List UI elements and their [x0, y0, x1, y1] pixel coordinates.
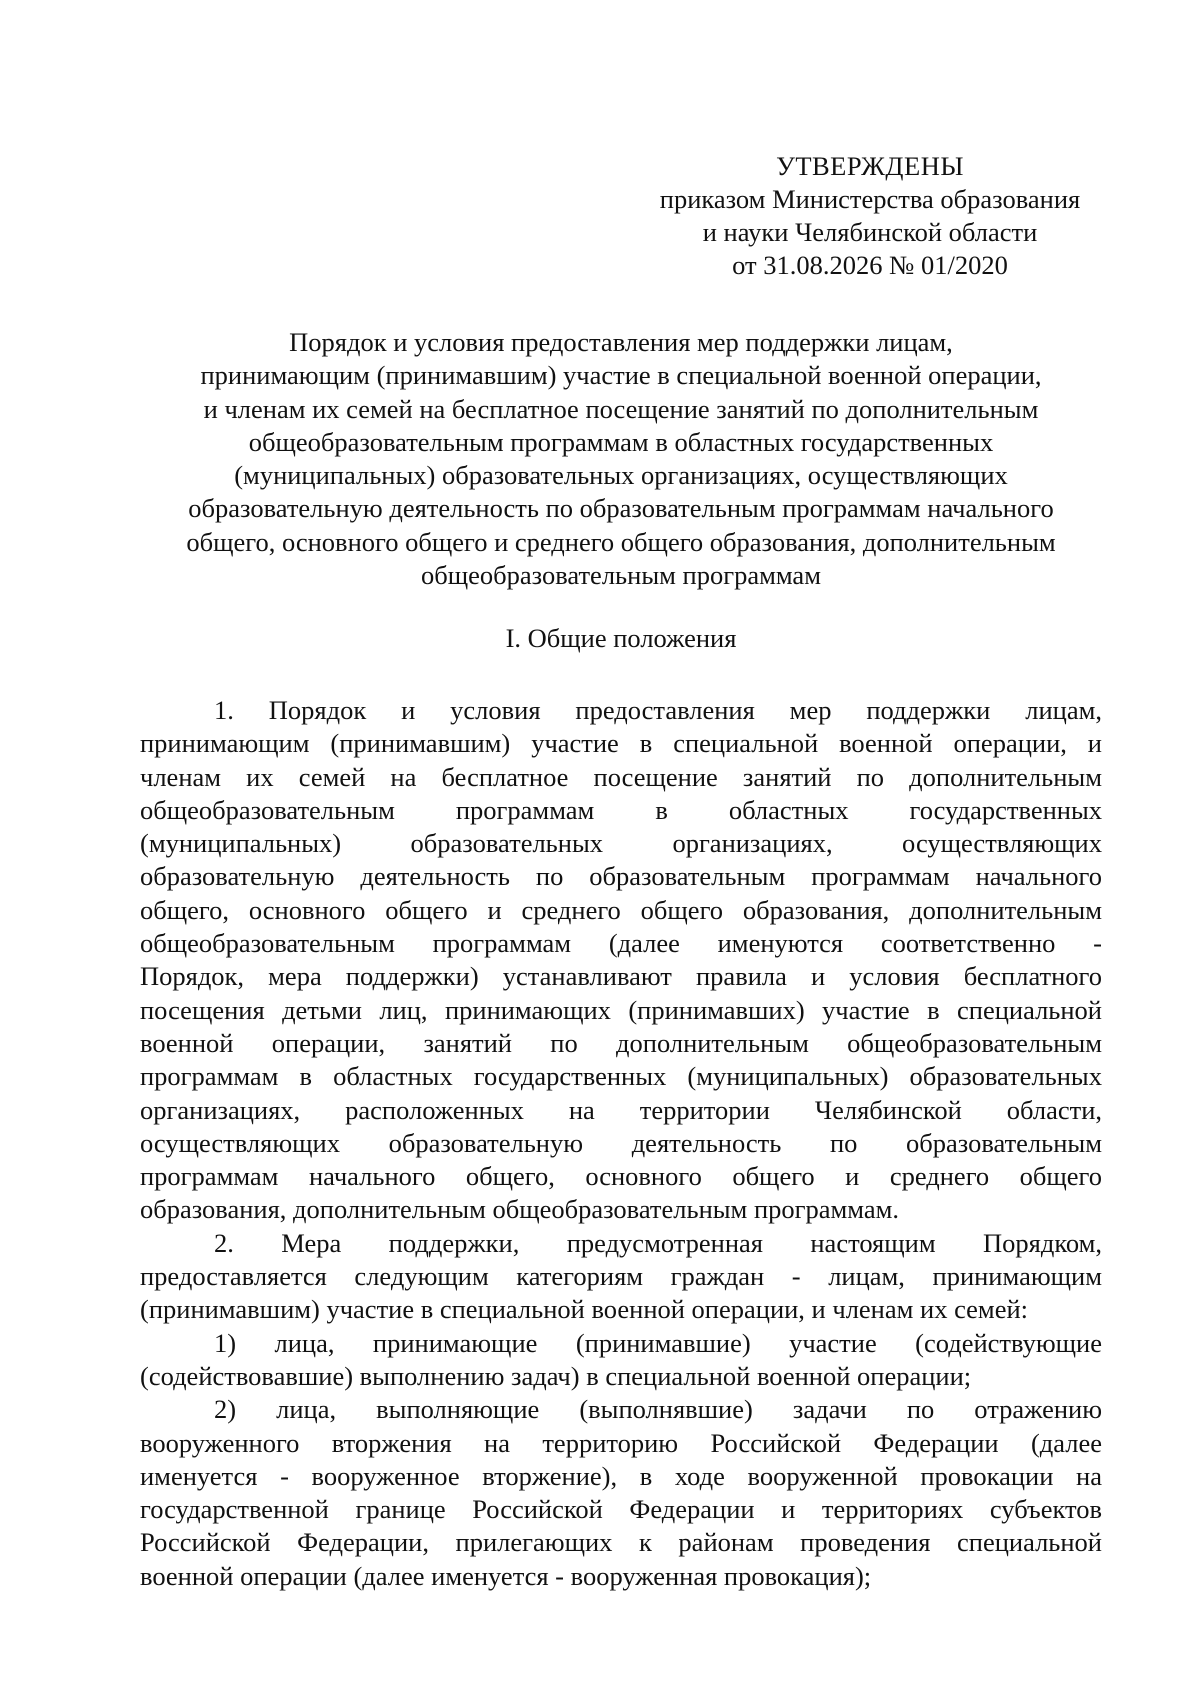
paragraph-2: [140, 1227, 1102, 1327]
approval-date-number: от 31.08.2026 № 01/2020: [732, 250, 1008, 280]
text-line: 1. Порядок и условия предоставления мер поддержки лицам,: [214, 695, 1102, 725]
text-line: Порядок, мера поддержки) устанавливают правила и условия бесплатного: [140, 961, 1102, 992]
text-line: образования, дополнительным общеобразовательным программам.: [140, 1194, 900, 1225]
text-line: (принимавшим) участие в специальной военной операции, и членам их семей:: [140, 1294, 1028, 1325]
text-line: общего, основного общего и среднего общего образования, дополнительным: [140, 894, 1102, 925]
approval-line: приказом Министерства образования: [659, 184, 1081, 214]
document-body: [140, 694, 1102, 1593]
text-line: организациях, расположенных на территории Челябинской области,: [140, 1094, 1102, 1125]
title-line: общеобразовательным программам в областных государственных: [248, 426, 994, 457]
text-line: государственной границе Российской Федерации и территориях субъектов: [140, 1494, 1102, 1525]
approval-heading: УТВЕРЖДЕНЫ: [776, 151, 964, 181]
approval-stamp: [640, 150, 1100, 282]
text-line: общеобразовательным программам в областных государственных: [140, 794, 1102, 825]
title-line: Порядок и условия предоставления мер поддержки лицам,: [289, 327, 953, 357]
text-line: (муниципальных) образовательных организациях, осуществляющих: [140, 828, 1102, 859]
text-line: общеобразовательным программам (далее именуются соответственно -: [140, 928, 1102, 959]
list-item-1: [140, 1327, 1102, 1394]
text-line: именуется - вооруженное вторжение), в ходе вооруженной провокации на: [140, 1460, 1102, 1491]
text-line: осуществляющих образовательную деятельность по образовательным: [140, 1127, 1102, 1158]
title-line: общеобразовательным программам: [421, 560, 821, 591]
document-title: [140, 326, 1102, 592]
text-line: (содействовавшие) выполнению задач) в специальной военной операции;: [140, 1360, 972, 1391]
title-line: принимающим (принимавшим) участие в специальной военной операции,: [200, 360, 1042, 391]
text-line: военной операции (далее именуется - вооруженная провокация);: [140, 1560, 872, 1591]
title-line: и членам их семей на бесплатное посещение занятий по дополнительным: [203, 393, 1039, 424]
text-line: членам их семей на бесплатное посещение занятий по дополнительным: [140, 761, 1102, 792]
list-item-2: [140, 1393, 1102, 1593]
text-line: программам начального общего, основного общего и среднего общего: [140, 1161, 1102, 1192]
text-line: предоставляется следующим категориям граждан - лицам, принимающим: [140, 1261, 1102, 1292]
paragraph-1: [140, 694, 1102, 1227]
text-line: 1) лица, принимающие (принимавшие) участие (содействующие: [214, 1327, 1102, 1358]
text-line: Российской Федерации, прилегающих к районам проведения специальной: [140, 1527, 1102, 1558]
text-line: вооруженного вторжения на территорию Российской Федерации (далее: [140, 1427, 1102, 1458]
text-line: образовательную деятельность по образовательным программам начального: [140, 861, 1102, 892]
text-line: принимающим (принимавшим) участие в специальной военной операции, и: [140, 728, 1102, 759]
title-line: образовательную деятельность по образовательным программам начального: [188, 493, 1054, 524]
text-line: 2) лица, выполняющие (выполнявшие) задачи по отражению: [214, 1394, 1102, 1425]
text-line: 2. Мера поддержки, предусмотренная настоящим Порядком,: [214, 1227, 1102, 1258]
title-line: (муниципальных) образовательных организациях, осуществляющих: [234, 460, 1008, 491]
title-line: общего, основного общего и среднего общего образования, дополнительным: [186, 526, 1056, 557]
text-line: посещения детьми лиц, принимающих (принимавших) участие в специальной: [140, 994, 1102, 1025]
text-line: программам в областных государственных (муниципальных) образовательных: [140, 1061, 1102, 1092]
approval-line: и науки Челябинской области: [702, 217, 1038, 247]
section-heading: I. Общие положения: [505, 623, 737, 653]
text-line: военной операции, занятий по дополнительным общеобразовательным: [140, 1027, 1102, 1058]
